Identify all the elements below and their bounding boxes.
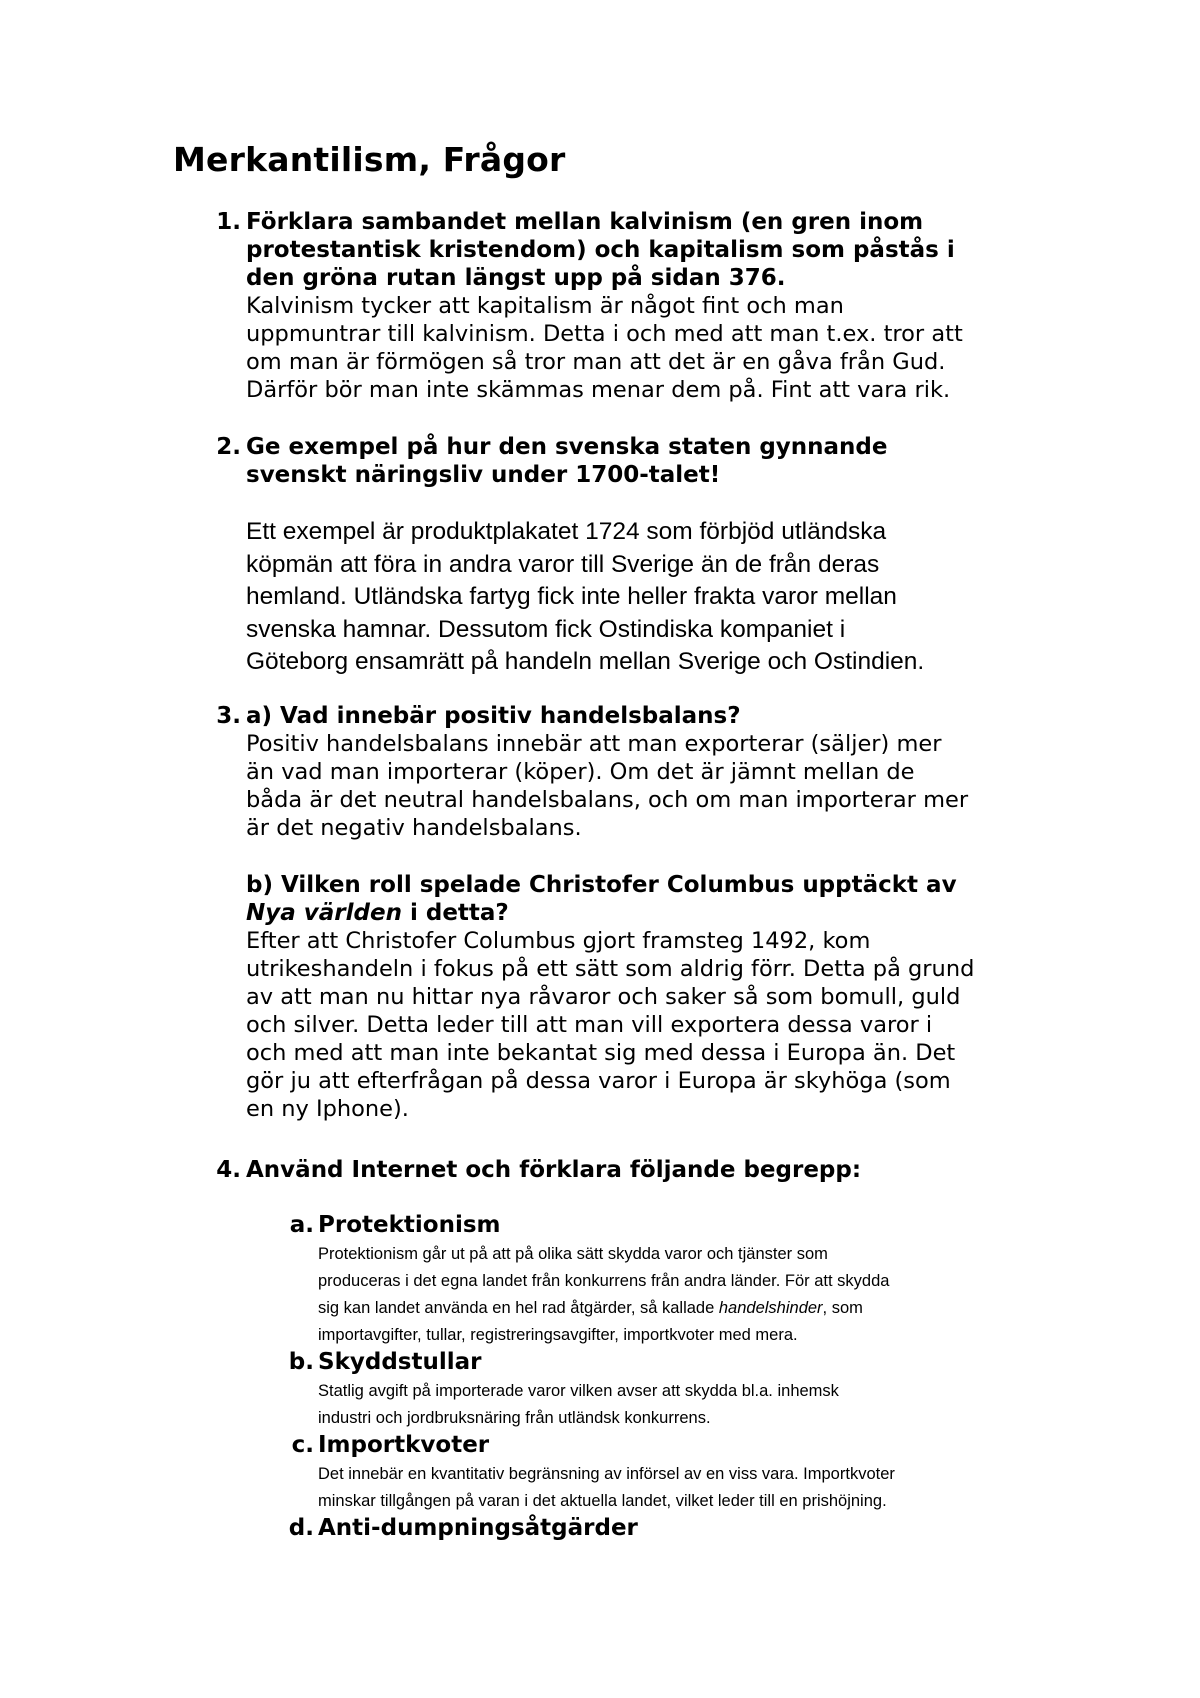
term-anti-dumpning — [318, 1514, 1058, 1542]
question-3b-text — [246, 871, 1046, 927]
term-letter-b: b. — [288, 1349, 314, 1375]
definition-line — [318, 1295, 1058, 1322]
answer-line: Därför bör man inte skämmas menar dem på. Fint att vara rik. — [246, 377, 951, 403]
term-title: Protektionism — [318, 1212, 501, 1238]
question-2 — [246, 433, 1046, 489]
term-definition — [318, 1459, 1058, 1515]
answer-line: båda är det neutral handelsbalans, och om man importerar mer — [246, 787, 969, 813]
term-letter-d: d. — [288, 1515, 314, 1541]
answer-3a — [246, 730, 1046, 842]
question-number-3: 3. — [216, 703, 241, 729]
definition-line: Det innebär en kvantitativ begränsning av införsel av en viss vara. Importkvoter — [318, 1465, 895, 1483]
answer-3b — [246, 927, 1046, 1123]
answer-1 — [246, 292, 1046, 404]
term-skyddstullar — [318, 1348, 1058, 1432]
answer-line: av att man nu hittar nya råvaror och saker så som bomull, guld — [246, 984, 961, 1010]
question-line: Ge exempel på hur den svenska staten gynnande — [246, 434, 888, 460]
definition-line: minskar tillgången på varan i det aktuella landet, vilket leder till en prishöjning. — [318, 1492, 887, 1510]
term-title: Importkvoter — [318, 1432, 490, 1458]
answer-line: hemland. Utländska fartyg fick inte heller frakta varor mellan — [246, 583, 897, 610]
answer-line: och silver. Detta leder till att man vill exportera dessa varor i — [246, 1012, 933, 1038]
answer-2-block — [246, 516, 1046, 679]
question-2-text — [246, 433, 1046, 489]
definition-line: produceras i det egna landet från konkurrens från andra länder. För att skydda — [318, 1272, 890, 1290]
question-line: Förklara sambandet mellan kalvinism (en gren inom — [246, 209, 924, 235]
answer-line: Efter att Christofer Columbus gjort framsteg 1492, kom — [246, 928, 871, 954]
answer-line: svenska hamnar. Dessutom fick Ostindiska kompaniet i — [246, 615, 846, 643]
question-4-text: Använd Internet och förklara följande begrepp: — [246, 1157, 862, 1183]
answer-line: gör ju att efterfrågan på dessa varor i Europa är skyhöga (som — [246, 1068, 951, 1094]
answer-line: köpmän att föra in andra varor till Sverige än de från deras — [246, 550, 880, 578]
definition-text: , som — [822, 1299, 863, 1317]
answer-line: Positiv handelsbalans innebär att man exporterar (säljer) mer — [246, 731, 942, 757]
question-number-1: 1. — [216, 209, 241, 235]
question-number-4: 4. — [216, 1157, 241, 1183]
term-definition — [318, 1376, 1058, 1432]
question-4 — [246, 1156, 1046, 1184]
definition-line: Statlig avgift på importerade varor vilken avser att skydda bl.a. inhemsk — [318, 1382, 839, 1400]
answer-line: än vad man importerar (köper). Om det är jämnt mellan de — [246, 759, 915, 785]
question-3a-text: a) Vad innebär positiv handelsbalans? — [246, 703, 741, 729]
answer-line: Göteborg ensamrätt på handeln mellan Sverige och Ostindien. — [246, 648, 925, 675]
answer-line: är det negativ handelsbalans. — [246, 815, 582, 841]
term-importkvoter — [318, 1431, 1058, 1515]
term-title: Skyddstullar — [318, 1349, 482, 1375]
answer-2 — [246, 516, 1046, 679]
answer-line: uppmuntrar till kalvinism. Detta i och med att man t.ex. tror att — [246, 321, 963, 347]
question-3b — [246, 871, 1046, 1123]
answer-line: Ett exempel är produktplakatet 1724 som förbjöd utländska — [246, 518, 887, 545]
italic-term: Nya världen — [246, 900, 402, 926]
definition-line: importavgifter, tullar, registreringsavgifter, importkvoter med mera. — [318, 1326, 798, 1344]
answer-line: utrikeshandeln i fokus på ett sätt som aldrig förr. Detta på grund — [246, 956, 975, 982]
answer-line: om man är förmögen så tror man att det är en gåva från Gud. — [246, 349, 946, 375]
page-title: Merkantilism, Frågor — [173, 140, 566, 179]
answer-line: Kalvinism tycker att kapitalism är något fint och man — [246, 293, 844, 319]
question-number-2: 2. — [216, 434, 241, 460]
definition-line: Protektionism går ut på att på olika sätt skydda varor och tjänster som — [318, 1245, 828, 1263]
question-line: den gröna rutan längst upp på sidan 376. — [246, 265, 786, 291]
term-title: Anti-dumpningsåtgärder — [318, 1515, 638, 1541]
term-protektionism — [318, 1211, 1058, 1349]
question-line: svenskt näringsliv under 1700-talet! — [246, 462, 721, 488]
question-3a — [246, 702, 1046, 842]
question-line: b) Vilken roll spelade Christofer Columbus upptäckt av — [246, 872, 957, 898]
question-tail: i detta? — [401, 900, 509, 926]
question-line — [246, 899, 1046, 927]
question-1-text — [246, 208, 1046, 292]
definition-line: industri och jordbruksnäring från utländsk konkurrens. — [318, 1409, 711, 1427]
question-line: protestantisk kristendom) och kapitalism som påstås i — [246, 237, 955, 263]
answer-line: en ny Iphone). — [246, 1096, 409, 1122]
definition-text: sig kan landet använda en hel rad åtgärder, så kallade — [318, 1299, 719, 1317]
term-letter-c: c. — [291, 1432, 314, 1458]
question-1 — [246, 208, 1046, 404]
italic-term: handelshinder — [718, 1299, 823, 1317]
term-letter-a: a. — [289, 1212, 314, 1238]
answer-line: och med att man inte bekantat sig med dessa i Europa än. Det — [246, 1040, 956, 1066]
term-definition — [318, 1239, 1058, 1349]
